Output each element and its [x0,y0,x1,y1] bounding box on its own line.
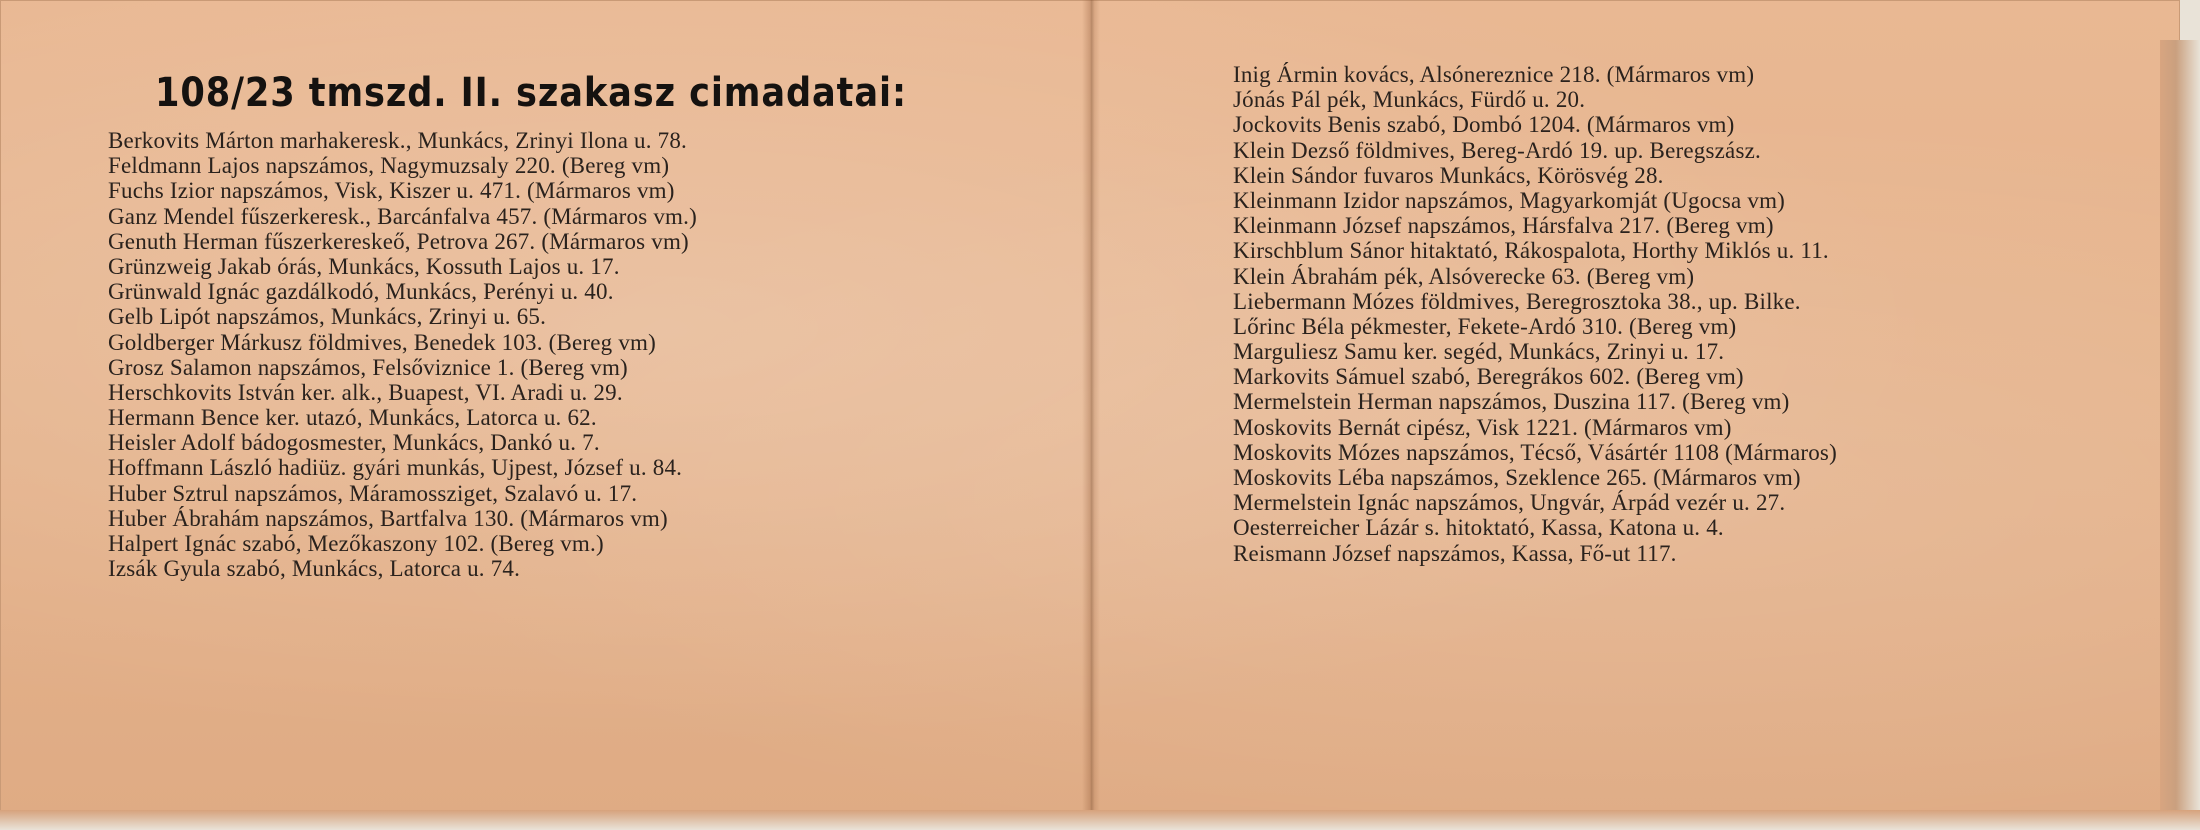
list-item: Markovits Sámuel szabó, Beregrákos 602. (Bereg vm) [1233,364,1744,390]
page-edge-bottom [0,810,2200,830]
list-item: Huber Sztrul napszámos, Máramossziget, Szalavó u. 17. [108,480,638,506]
list-item: Kirschblum Sánor hitaktató, Rákospalota, Horthy Miklós u. 11. [1233,238,1829,264]
list-item: Marguliesz Samu ker. segéd, Munkács, Zrinyi u. 17. [1233,339,1725,365]
list-item: Moskovits Mózes napszámos, Técső, Vásártér 1108 (Mármaros) [1233,439,1837,465]
list-item: Hoffmann László hadiüz. gyári munkás, Ujpest, József u. 84. [108,455,683,481]
list-item: Grünwald Ignác gazdálkodó, Munkács, Perényi u. 40. [108,279,614,305]
address-list-right [1233,62,1837,566]
address-list-left [108,128,697,581]
list-item: Grünzweig Jakab órás, Munkács, Kossuth Lajos u. 17. [108,253,620,279]
list-item: Berkovits Márton marhakeresk., Munkács, Zrinyi Ilona u. 78. [108,128,688,153]
list-item: Fuchs Izior napszámos, Visk, Kiszer u. 471. (Mármaros vm) [108,178,675,204]
list-item: Heisler Adolf bádogosmester, Munkács, Dankó u. 7. [108,430,600,456]
list-item: Lőrinc Béla pékmester, Fekete-Ardó 310. (Bereg vm) [1233,313,1737,339]
list-item: Ganz Mendel fűszerkeresk., Barcánfalva 457. (Mármaros vm.) [108,203,697,229]
list-item: Grosz Salamon napszámos, Felsőviznice 1. (Bereg vm) [108,354,628,380]
list-item: Oesterreicher Lázár s. hitoktató, Kassa, Katona u. 4. [1233,515,1724,541]
list-item: Moskovits Bernát cipész, Visk 1221. (Mármaros vm) [1233,414,1732,440]
list-item: Klein Ábrahám pék, Alsóverecke 63. (Bereg vm) [1233,263,1695,289]
list-item: Klein Dezső földmives, Bereg-Ardó 19. up. Beregszász. [1233,137,1761,163]
list-item: Klein Sándor fuvaros Munkács, Körösvég 28. [1233,162,1664,188]
list-item: Kleinmann József napszámos, Hársfalva 217. (Bereg vm) [1233,213,1774,239]
list-item: Feldmann Lajos napszámos, Nagymuzsaly 220. (Bereg vm) [108,153,670,179]
list-item: Halpert Ignác szabó, Mezőkaszony 102. (Bereg vm.) [108,531,604,556]
page-edge-right [2160,40,2200,830]
list-item: Liebermann Mózes földmives, Beregrosztoka 38., up. Bilke. [1233,288,1801,314]
page-title: 108/23 tmszd. II. szakasz cimadatai: [155,70,907,116]
list-item: Kleinmann Izidor napszámos, Magyarkomját (Ugocsa vm) [1233,187,1786,213]
list-item: Goldberger Márkusz földmives, Benedek 103. (Bereg vm) [108,329,656,355]
list-item: Gelb Lipót napszámos, Munkács, Zrinyi u. 65. [108,304,547,330]
list-item: Inig Ármin kovács, Alsónereznice 218. (Mármaros vm) [1233,62,1755,87]
list-item: Mermelstein Ignác napszámos, Ungvár, Árpád vezér u. 27. [1233,490,1786,516]
list-item: Huber Ábrahám napszámos, Bartfalva 130. (Mármaros vm) [108,505,668,531]
list-item: Moskovits Léba napszámos, Szeklence 265. (Mármaros vm) [1233,465,1801,490]
list-item: Herschkovits István ker. alk., Buapest, VI. Aradi u. 29. [108,379,623,405]
list-item: Hermann Bence ker. utazó, Munkács, Latorca u. 62. [108,405,597,431]
list-item: Jockovits Benis szabó, Dombó 1204. (Mármaros vm) [1233,112,1735,138]
list-item: Jónás Pál pék, Munkács, Fürdő u. 20. [1233,87,1586,113]
list-item: Mermelstein Herman napszámos, Duszina 117. (Bereg vm) [1233,389,1790,415]
center-fold [1082,0,1100,822]
list-item: Izsák Gyula szabó, Munkács, Latorca u. 74. [108,556,521,582]
list-item: Reismann József napszámos, Kassa, Fő-ut 117. [1233,540,1677,566]
list-item: Genuth Herman fűszerkereskeő, Petrova 267. (Mármaros vm) [108,228,689,254]
